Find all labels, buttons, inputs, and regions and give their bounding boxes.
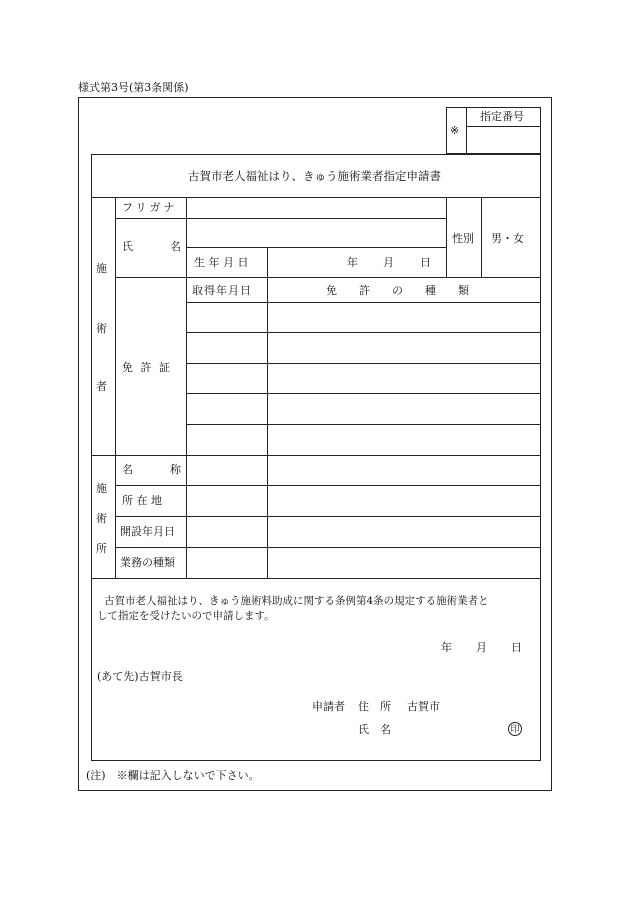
license-acquired-input-1[interactable] — [187, 303, 266, 331]
facility-name-label-a: 名 — [122, 463, 133, 476]
applicant-address-label: 住 所 — [358, 700, 391, 713]
facility-opened-label: 開設年月日 — [120, 525, 175, 538]
applicant-name-label: 氏 名 — [358, 723, 391, 736]
license-type-input-1[interactable] — [268, 303, 540, 331]
submit-year-label: 年 — [441, 641, 452, 654]
license-type-header: 免 許 の 種 類 — [326, 284, 469, 297]
birth-date-input[interactable] — [268, 248, 445, 276]
facility-business-input[interactable] — [187, 548, 540, 577]
license-acquired-input-4[interactable] — [187, 394, 266, 423]
submit-day-label: 日 — [511, 641, 522, 654]
license-type-input-2[interactable] — [268, 333, 540, 362]
license-type-input-5[interactable] — [268, 425, 540, 454]
practitioner-group-char-3: 者 — [96, 380, 107, 393]
submit-date-input[interactable] — [400, 638, 530, 656]
facility-business-label: 業務の種類 — [120, 556, 175, 569]
birth-day-label: 日 — [420, 256, 431, 269]
name-input[interactable] — [187, 219, 445, 247]
declaration-line-2: して指定を受けたいので申請します。 — [97, 610, 275, 622]
acquired-date-header: 取得年月日 — [192, 284, 252, 297]
facility-address-label: 所 在 地 — [122, 494, 162, 507]
gender-selector[interactable]: 男・女 — [491, 232, 524, 245]
license-label: 免 許 証 — [122, 361, 172, 374]
furigana-label: フリガナ — [122, 201, 178, 214]
license-acquired-input-5[interactable] — [187, 425, 266, 454]
designation-number-field[interactable] — [467, 127, 540, 153]
form-title: 古賀市老人福祉はり、きゅう施術業者指定申請書 — [188, 169, 441, 183]
gender-label: 性別 — [452, 232, 474, 245]
facility-name-input[interactable] — [187, 456, 540, 484]
facility-address-input[interactable] — [187, 486, 540, 515]
birth-month-label: 月 — [383, 256, 394, 269]
stamp-mark: ※ — [450, 124, 460, 137]
license-acquired-input-3[interactable] — [187, 364, 266, 392]
facility-group-char-1: 施 — [96, 482, 107, 495]
furigana-input[interactable] — [187, 198, 445, 217]
applicant-address-value: 古賀市 — [407, 700, 440, 713]
form-header: 様式第3号(第3条関係) — [78, 81, 189, 94]
applicant-name-input[interactable] — [400, 720, 500, 738]
declaration-line-1: 古賀市老人福祉はり、きゅう施術料助成に関する条例第4条の規定する施術業者と — [104, 595, 489, 607]
seal-mark: 印 — [508, 722, 522, 736]
name-label-a: 氏 — [122, 240, 133, 253]
applicant-label: 申請者 — [312, 700, 345, 713]
facility-group-char-3: 所 — [96, 542, 107, 555]
addressee: (あて先)古賀市長 — [97, 670, 183, 683]
facility-name-label-b: 称 — [170, 463, 181, 476]
designation-number-label: 指定番号 — [480, 110, 524, 123]
birth-year-label: 年 — [347, 256, 358, 269]
footnote: (注) ※欄は記入しないで下さい。 — [86, 769, 260, 782]
facility-opened-input[interactable] — [187, 517, 540, 546]
submit-month-label: 月 — [476, 641, 487, 654]
practitioner-group-char-1: 施 — [96, 262, 107, 275]
practitioner-group-char-2: 術 — [96, 322, 107, 335]
license-type-input-3[interactable] — [268, 364, 540, 392]
name-label-b: 名 — [170, 240, 181, 253]
facility-group-char-2: 術 — [96, 512, 107, 525]
applicant-address-input[interactable] — [440, 697, 530, 715]
license-type-input-4[interactable] — [268, 394, 540, 423]
birth-date-label: 生 年 月 日 — [194, 256, 249, 269]
license-acquired-input-2[interactable] — [187, 333, 266, 362]
